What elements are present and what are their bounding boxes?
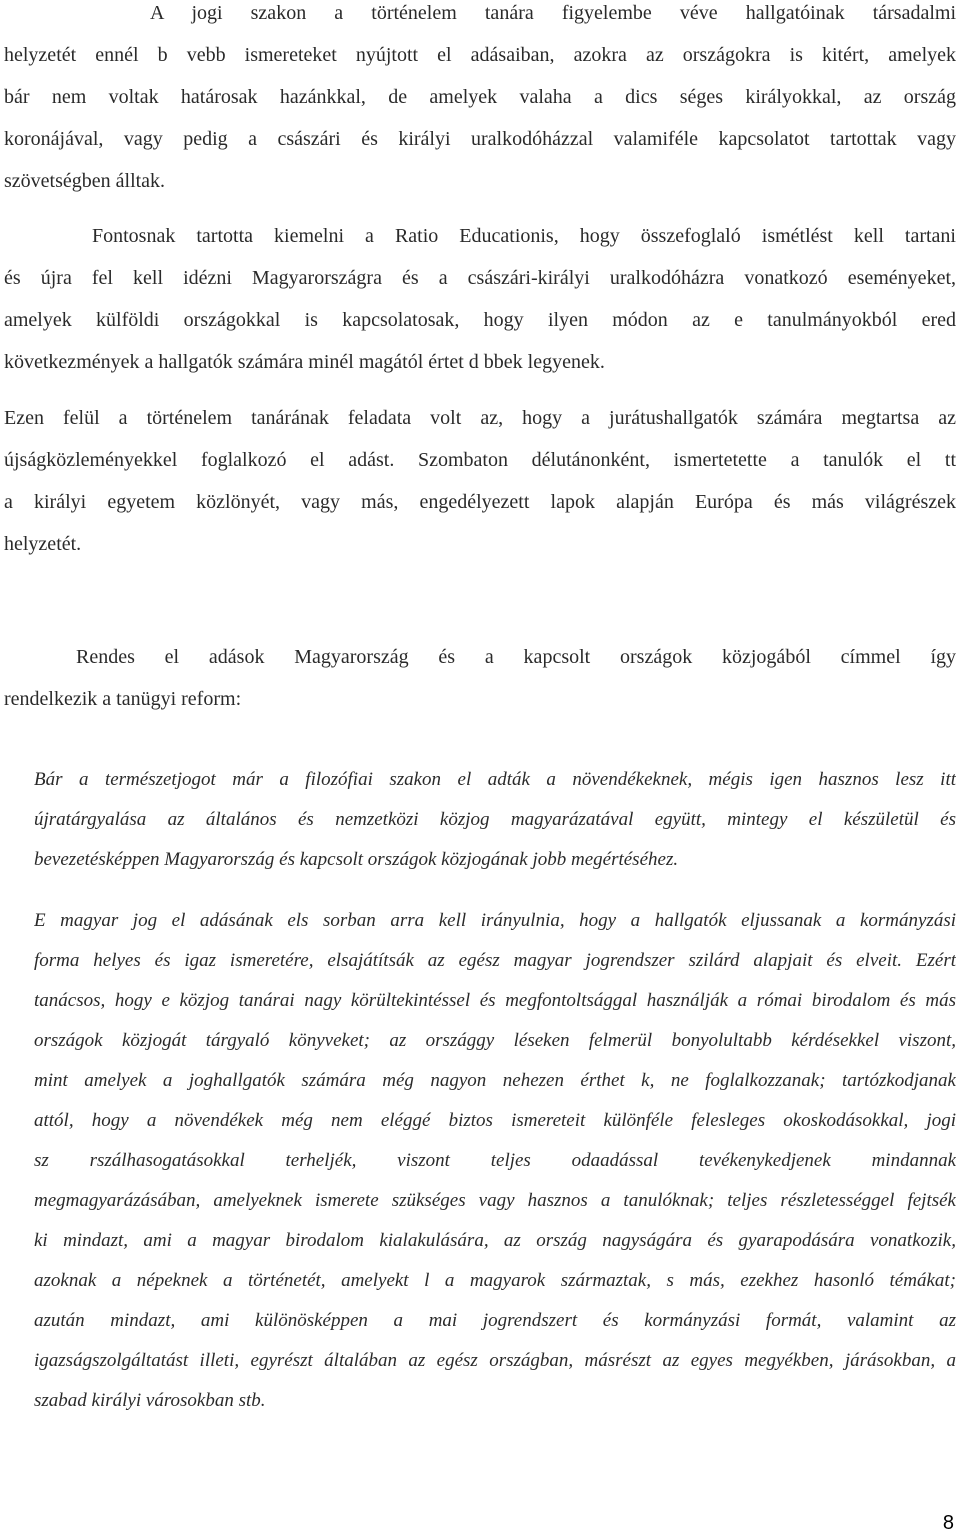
text-line: Rendes el adások Magyarország és a kapcsolt országok közjogából címmel így [76,646,956,668]
text-line: a királyi egyetem közlönyét, vagy más, engedélyezett lapok alapján Európa és más világrészek [4,491,956,513]
quote-paragraph-1 [34,760,956,880]
text-line: újratárgyalása az általános és nemzetközi közjog magyarázatával együtt, mintegy el készületül és [34,809,956,830]
paragraph-4 [4,636,956,720]
text-line: tanácsos, hogy e közjog tanárai nagy körültekintéssel és megfontoltsággal használják a római birodalom és más [34,990,956,1011]
text-line: Ezen felül a történelem tanárának feladata volt az, hogy a jurátushallgatók számára megtartsa az [4,407,956,429]
text-line: megmagyarázásában, amelyeknek ismerete szükséges vagy hasznos a tanulóknak; teljes részletességgel fejtsék [34,1190,956,1211]
text-line: és újra fel kell idézni Magyarországra és a császári-királyi uralkodóházra vonatkozó eseményeket, [4,267,956,289]
text-line: bár nem voltak határosak hazánkkal, de amelyek valaha a dics séges királyokkal, az ország [4,86,956,108]
text-line: forma helyes és igaz ismeretére, elsajátítsák az egész magyar jogrendszer szilárd alapjait és elveit. Ezért [34,950,956,971]
text-line: sz rszálhasogatásokkal terheljék, viszont teljes odaadással tevékenykedjenek mindannak [34,1150,956,1171]
text-line: E magyar jog el adásának els sorban arra kell irányulnia, hogy a hallgatók eljussanak a kormányzási [34,910,956,931]
text-line: Bár a természetjogot már a filozófiai szakon el adták a növendékeknek, mégis igen hasznos lesz itt [34,769,956,790]
text-line: azoknak a népeknek a történetét, amelyekt l a magyarok származtak, s más, ezekhez hasonló témákat; [34,1270,956,1291]
paragraph-3 [4,397,956,565]
text-line: újságközleményekkel foglalkozó el adást. Szombaton délutánonként, ismertetette a tanulók el tt [4,449,956,471]
paragraph-1 [4,0,956,202]
quote-paragraph-2 [34,901,956,1421]
text-line: ki mindazt, ami a magyar birodalom kialakulására, az ország nagyságára és gyarapodására vonatkozik, [34,1230,956,1251]
text-line: A jogi szakon a történelem tanára figyelembe véve hallgatóinak társadalmi [150,2,956,24]
text-line: attól, hogy a növendékek még nem eléggé biztos ismereteit különféle felesleges okoskodásokkal, jogi [34,1110,956,1131]
paragraph-2 [4,215,956,383]
text-line: rendelkezik a tanügyi reform: [4,688,242,710]
text-line: szövetségben álltak. [4,170,166,192]
text-line: koronájával, vagy pedig a császári és királyi uralkodóházzal valamiféle kapcsolatot tartottak vagy [4,128,956,150]
text-line: következmények a hallgatók számára minél magától értet d bbek legyenek. [4,351,605,373]
page-number: 8 [942,1512,954,1534]
text-line: országok közjogát tárgyaló könyveket; az országgy léseken felmerül bonyolultabb kérdésekkel viszont, [34,1030,956,1051]
text-line: amelyek külföldi országokkal is kapcsolatosak, hogy ilyen módon az e tanulmányokból ered [4,309,956,331]
text-line: igazságszolgáltatást illeti, egyrészt általában az egész országban, másrészt az egyes megyékben, járásokban, a [34,1350,956,1371]
text-line: helyzetét ennél b vebb ismereteket nyújtott el adásaiban, azokra az országokra is kitért, amelyek [4,44,956,66]
text-line: helyzetét. [4,533,82,555]
text-line: azután mindazt, ami különösképpen a mai jogrendszert és kormányzási formát, valamint az [34,1310,956,1331]
text-line: Fontosnak tartotta kiemelni a Ratio Educationis, hogy összefoglaló ismétlést kell tartani [92,225,956,247]
text-line: mint amelyek a joghallgatók számára még nagyon nehezen érthet k, ne foglalkozzanak; tartózkodjanak [34,1070,956,1091]
text-line: szabad királyi városokban stb. [34,1390,266,1411]
text-line: bevezetésképpen Magyarország és kapcsolt országok közjogának jobb megértéséhez. [34,849,679,870]
